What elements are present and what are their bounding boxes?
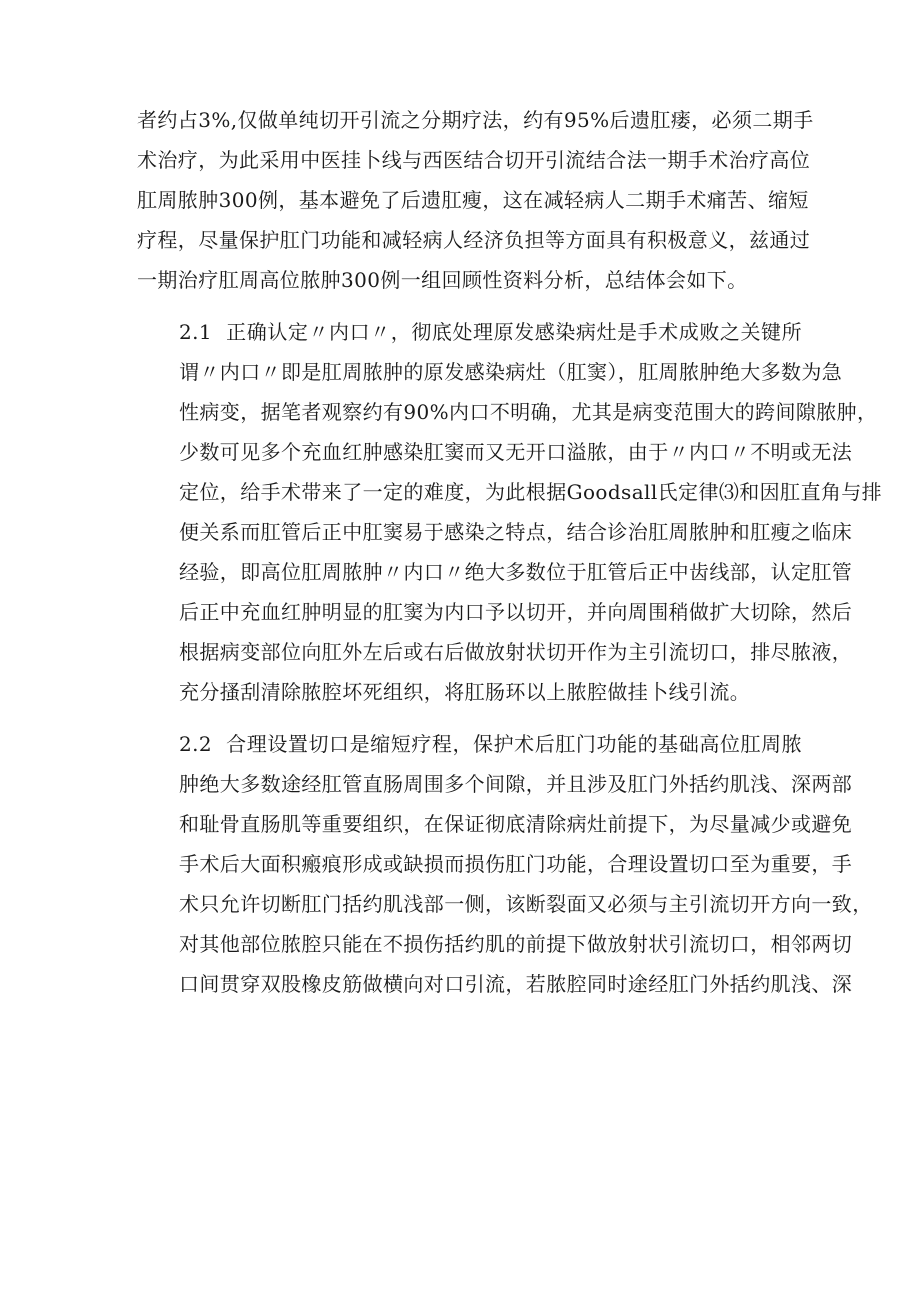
- text-line: [137, 632, 853, 672]
- line-text: 术治疗，为此采用中医挂卜线与西医结合切开引流结合法一期手术治疗高位: [137, 148, 811, 172]
- text-line: [137, 764, 853, 804]
- paragraph-section-2-2: [137, 724, 873, 1004]
- line-text: 手术后大面积瘢痕形成或缺损而损伤肛门功能，合理设置切口至为重要，手: [179, 852, 853, 876]
- line-text: 充分搔刮清除脓腔坏死组织，将肛肠环以上脓腔做挂卜线引流。: [179, 680, 751, 704]
- line-text: 口间贯穿双股橡皮筋做横向对口引流，若脓腔同时途经肛门外括约肌浅、深: [179, 972, 853, 996]
- text-line: [137, 180, 809, 220]
- text-line: [137, 964, 853, 1004]
- body-text: [137, 100, 883, 1004]
- text-line: [137, 724, 802, 764]
- line-text: 合理设置切口是缩短疗程，保护术后肛门功能的基础高位肛周脓: [226, 732, 802, 756]
- text-line: [137, 552, 853, 592]
- line-text: 肛周脓肿300例，基本避免了后遗肛瘦，这在减轻病人二期手术痛苦、缩短: [137, 188, 809, 212]
- text-line: [137, 260, 802, 300]
- line-text: 正确认定〃内口〃，彻底处理原发感染病灶是手术成败之关键所: [226, 320, 802, 344]
- text-line: [137, 100, 814, 140]
- line-text: 便关系而肛管后正中肛窦易于感染之特点，结合诊治肛周脓肿和肛瘦之临床: [179, 520, 853, 544]
- text-line: [137, 140, 811, 180]
- line-text: 经验，即高位肛周脓肿〃内口〃绝大多数位于肛管后正中齿线部，认定肛管: [179, 560, 853, 584]
- line-text: 少数可见多个充血红肿感染肛窦而又无开口溢脓，由于〃内口〃不明或无法: [179, 440, 853, 464]
- line-text: 性病变，据笔者观察约有90%内口不明确，尤其是病变范围大的跨间隙脓肿，: [179, 400, 878, 424]
- line-text: 一期治疗肛周高位脓肿300例一组回顾性资料分析，总结体会如下。: [137, 268, 748, 292]
- text-line: [137, 472, 883, 512]
- line-text: 根据病变部位向肛外左后或右后做放射状切开作为主引流切口，排尽脓液，: [179, 640, 853, 664]
- line-text: 肿绝大多数途经肛管直肠周围多个间隙，并且涉及肛门外括约肌浅、深两部: [179, 772, 853, 796]
- section-number: 2.1: [179, 320, 213, 344]
- line-text: 者约占3%,仅做单纯切开引流之分期疗法，约有95%后遗肛瘘，必须二期手: [137, 108, 814, 132]
- line-text: 疗程，尽量保护肛门功能和减轻病人经济负担等方面具有积极意义，兹通过: [137, 228, 811, 252]
- paragraph-intro: [137, 100, 814, 300]
- text-line: [137, 924, 853, 964]
- line-text: 谓〃内口〃即是肛周脓肿的原发感染病灶（肛窦），肛周脓肿绝大多数为急: [179, 360, 843, 384]
- line-text: 和耻骨直肠肌等重要组织，在保证彻底清除病灶前提下，为尽量减少或避免: [179, 812, 853, 836]
- line-text: 后正中充血红肿明显的肛窦为内口予以切开，并向周围稍做扩大切除，然后: [179, 600, 853, 624]
- text-line: [137, 312, 802, 352]
- section-number: 2.2: [179, 732, 213, 756]
- line-text: 术只允许切断肛门括约肌浅部一侧，该断裂面又必须与主引流切开方向一致，: [179, 892, 873, 916]
- text-line: [137, 512, 853, 552]
- text-line: [137, 804, 853, 844]
- text-line: [137, 392, 878, 432]
- text-line: [137, 432, 853, 472]
- line-text: 定位，给手术带来了一定的难度，为此根据Goodsall氏定律⑶和因肛直角与排: [179, 480, 883, 504]
- text-line: [137, 220, 811, 260]
- text-line: [137, 844, 853, 884]
- text-line: [137, 884, 873, 924]
- text-line: [137, 352, 843, 392]
- line-text: 对其他部位脓腔只能在不损伤括约肌的前提下做放射状引流切口，相邻两切: [179, 932, 853, 956]
- text-line: [137, 672, 802, 712]
- paragraph-section-2-1: [137, 312, 883, 712]
- text-line: [137, 592, 853, 632]
